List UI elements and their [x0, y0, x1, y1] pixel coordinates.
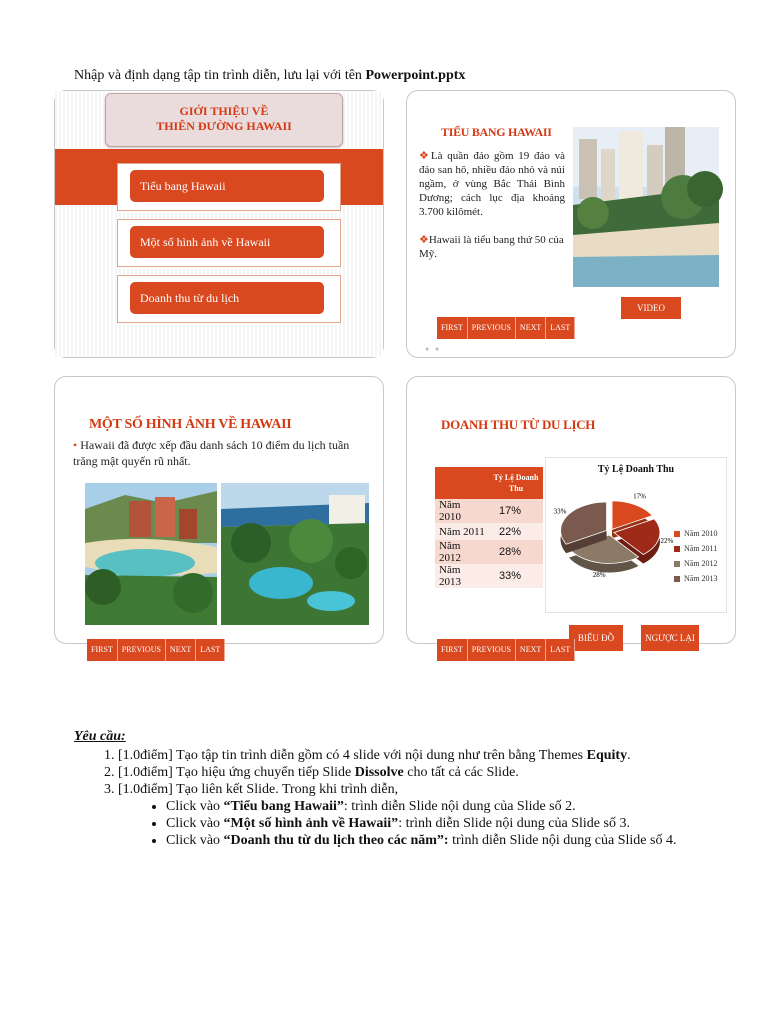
beach-city-photo: [573, 127, 719, 287]
bullet-text-1: ❖Là quần đảo gồm 19 đảo và đảo san hô, nhiều đảo nhỏ và núi ngầm, ở vùng Bắc Thái Bình Dương; cách lục địa khoảng 3.700 kilômét.: [419, 150, 565, 218]
legend-label: Năm 2013: [684, 574, 718, 583]
nav-first[interactable]: FIRST: [87, 639, 118, 661]
requirement-3-sublist: [118, 798, 714, 849]
legend-swatch: [674, 576, 680, 582]
legend-label: Năm 2010: [684, 529, 718, 538]
slide-2: [406, 90, 736, 358]
legend-swatch: [674, 531, 680, 537]
nav-next[interactable]: NEXT: [166, 639, 196, 661]
intro-line: [74, 68, 465, 84]
chart-button[interactable]: BIỂU ĐỒ: [569, 625, 623, 651]
title-line-2: THIÊN ĐƯỜNG HAWAII: [156, 119, 292, 133]
requirement-2: 2. [1.0điểm] Tạo hiệu ứng chuyển tiếp Slide Dissolve cho tất cả các Slide.: [118, 764, 714, 781]
legend-label: Năm 2012: [684, 559, 718, 568]
resort-pool-photo: [221, 483, 369, 625]
table-header: Tỷ Lệ Doanh Thu: [489, 467, 543, 499]
requirement-3: 3. [1.0điểm] Tạo liên kết Slide. Trong khi trình diễn, • Click vào “Tiểu bang Hawaii”: trình diễn Slide nội dung của Slide số 2. • Click vào “Một số hình ảnh về Hawaii”: trình diễn Slide nội dung của Slide số 3. • Click vào “Doanh thu từ du lịch theo các năm”: trình diễn Slide nội dung của Slide số 4.: [118, 781, 714, 849]
legend-entry: [674, 541, 718, 556]
nav-bar: [87, 639, 225, 661]
slide-title: TIỂU BANG HAWAII: [441, 125, 552, 139]
link-tieu-bang-hawaii[interactable]: Tiểu bang Hawaii: [130, 170, 324, 202]
nav-previous[interactable]: PREVIOUS: [468, 639, 516, 661]
link-doanh-thu[interactable]: Doanh thu từ du lịch: [130, 282, 324, 314]
revenue-table: [435, 467, 543, 588]
pie-chart: [546, 482, 676, 602]
legend-swatch: [674, 561, 680, 567]
table-row: [435, 499, 543, 523]
nav-next[interactable]: NEXT: [516, 639, 546, 661]
table-year: Năm 2011: [439, 525, 485, 538]
nav-previous[interactable]: PREVIOUS: [468, 317, 516, 339]
nav-first[interactable]: FIRST: [437, 639, 468, 661]
pie-data-label: 28%: [592, 570, 606, 579]
table-row: [435, 540, 543, 564]
table-value: 22%: [499, 525, 522, 538]
title-line-1: GIỚI THIỆU VỀ: [179, 104, 269, 118]
slide-1: [54, 90, 384, 358]
legend-swatch: [674, 546, 680, 552]
slide-3: [54, 376, 384, 654]
nav-first[interactable]: FIRST: [437, 317, 468, 339]
title-banner: [105, 93, 343, 147]
nav-previous[interactable]: PREVIOUS: [118, 639, 166, 661]
sub-item: • Click vào “Doanh thu từ du lịch theo các năm”: trình diễn Slide nội dung của Slide số 4.: [166, 832, 714, 849]
table-row: [435, 564, 543, 588]
chart-title: Tỷ Lệ Doanh Thu: [597, 464, 675, 475]
bullet-text-2: ❖Hawaii là tiểu bang thứ 50 của Mỹ.: [419, 234, 564, 260]
pie-data-label: 33%: [553, 507, 567, 516]
requirements-heading: Yêu cầu:: [74, 729, 126, 744]
table-year: Năm 2013: [439, 564, 461, 588]
pie-data-label: 22%: [660, 536, 674, 545]
slide-4: [406, 376, 736, 654]
table-value: 28%: [499, 546, 522, 558]
legend-entry: [674, 556, 718, 571]
back-button[interactable]: NGƯỢC LẠI: [641, 625, 699, 651]
bullet-icon: ❖: [419, 234, 429, 246]
sub-item: • Click vào “Tiểu bang Hawaii”: trình diễn Slide nội dung của Slide số 2.: [166, 798, 714, 815]
menu-item-frame: [117, 275, 341, 323]
chart-area: [545, 457, 727, 613]
requirement-1: 1. [1.0điểm] Tạo tập tin trình diễn gồm có 4 slide với nội dung như trên bằng Themes Equity.: [118, 747, 714, 764]
legend-entry: [674, 526, 718, 541]
nav-next[interactable]: NEXT: [516, 317, 546, 339]
table-year: Năm 2012: [439, 540, 461, 564]
menu-item-frame: [117, 163, 341, 211]
requirements: [74, 728, 714, 849]
bullet-icon: •: [73, 438, 78, 452]
nav-bar: [437, 317, 575, 339]
nav-bar: [437, 639, 575, 661]
intro-filename: Powerpoint.pptx: [365, 68, 466, 83]
pie-data-label: 17%: [633, 492, 646, 501]
nav-last[interactable]: LAST: [546, 639, 575, 661]
nav-last[interactable]: LAST: [546, 317, 575, 339]
slide-dots: ● ●: [425, 345, 442, 353]
slide-title: MỘT SỐ HÌNH ẢNH VỀ HAWAII: [89, 417, 292, 432]
video-button[interactable]: VIDEO: [621, 297, 681, 319]
legend-label: Năm 2011: [684, 544, 718, 553]
requirements-list: [74, 747, 714, 849]
slide-title: DOANH THU TỪ DU LỊCH: [441, 417, 596, 432]
chart-legend: [674, 526, 718, 586]
bullet-icon: ❖: [419, 150, 431, 162]
resort-beach-photo: [85, 483, 217, 625]
link-hinh-anh-hawaii[interactable]: Một số hình ảnh về Hawaii: [130, 226, 324, 258]
sub-item: • Click vào “Một số hình ảnh về Hawaii”: trình diễn Slide nội dung của Slide số 3.: [166, 815, 714, 832]
table-row: [435, 523, 543, 540]
bullet-text: • Hawaii đã được xếp đầu danh sách 10 điểm du lịch tuần trăng mật quyến rũ nhất.: [73, 438, 350, 468]
nav-last[interactable]: LAST: [196, 639, 225, 661]
intro-text: Nhập và định dạng tập tin trình diễn, lưu lại với tên: [74, 68, 366, 83]
table-year: Năm 2010: [439, 499, 461, 523]
table-value: 33%: [499, 570, 522, 582]
legend-entry: [674, 571, 718, 586]
menu-item-frame: [117, 219, 341, 267]
table-value: 17%: [499, 505, 522, 517]
